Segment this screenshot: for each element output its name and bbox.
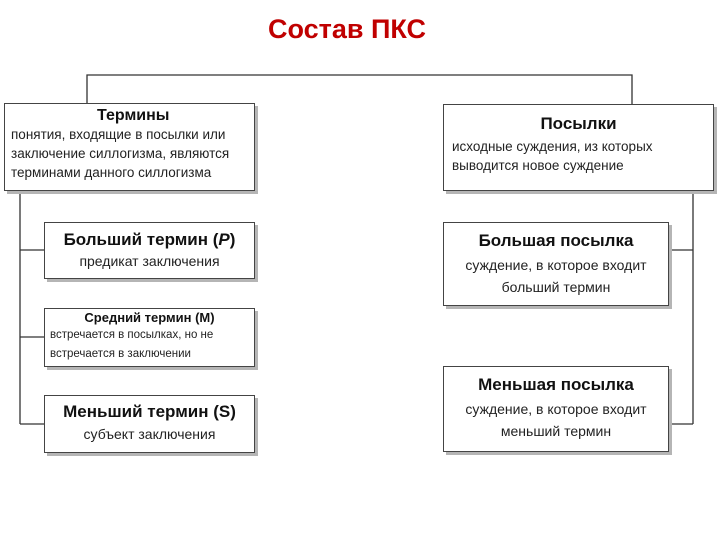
root-connector	[87, 75, 632, 104]
premises-box	[443, 104, 714, 191]
major-premise-definition	[444, 254, 668, 298]
middle-term-header: Средний термин (М)	[84, 310, 215, 325]
major-term-description: предикат заключения	[79, 253, 220, 269]
premises-definition	[450, 137, 707, 175]
major-premise-box	[443, 222, 669, 306]
major-premise-header: Большая посылка	[478, 231, 634, 250]
middle-term-line: встречается в посылках, но не	[50, 329, 214, 341]
terms-header: Термины	[97, 107, 170, 124]
terms-line: терминами данного силлогизма	[11, 165, 212, 180]
terms-definition	[11, 125, 248, 182]
premises-line: выводится новое суждение	[452, 158, 624, 173]
terms-line: заключение силлогизма, являются	[11, 146, 230, 161]
premises-header: Посылки	[540, 114, 617, 133]
major-term-header-close: )	[229, 230, 236, 249]
major-term-symbol: P	[218, 230, 230, 249]
minor-premise-box	[443, 366, 669, 452]
minor-premise-definition	[444, 398, 668, 442]
major-premise-line: больший термин	[501, 279, 611, 295]
major-term-box	[44, 222, 255, 279]
minor-term-header: Меньший термин (S)	[63, 402, 236, 421]
minor-term-description: субъект заключения	[83, 426, 216, 442]
terms-box	[4, 103, 255, 191]
premises-line: исходные суждения, из которых	[452, 139, 653, 154]
major-term-header	[45, 229, 254, 251]
middle-term-box	[44, 308, 255, 367]
minor-premise-line: суждение, в которое входит	[465, 401, 647, 417]
minor-premise-line: меньший термин	[500, 423, 612, 439]
middle-term-definition	[50, 326, 249, 364]
minor-premise-header: Меньшая посылка	[478, 375, 634, 394]
major-term-header-text: Больший термин (	[63, 230, 219, 249]
minor-term-box	[44, 395, 255, 453]
slide-title: Состав ПКС	[267, 14, 427, 44]
middle-term-line: встречается в заключении	[50, 348, 191, 360]
terms-line: понятия, входящие в посылки или	[11, 127, 226, 142]
major-premise-line: суждение, в которое входит	[465, 257, 647, 273]
